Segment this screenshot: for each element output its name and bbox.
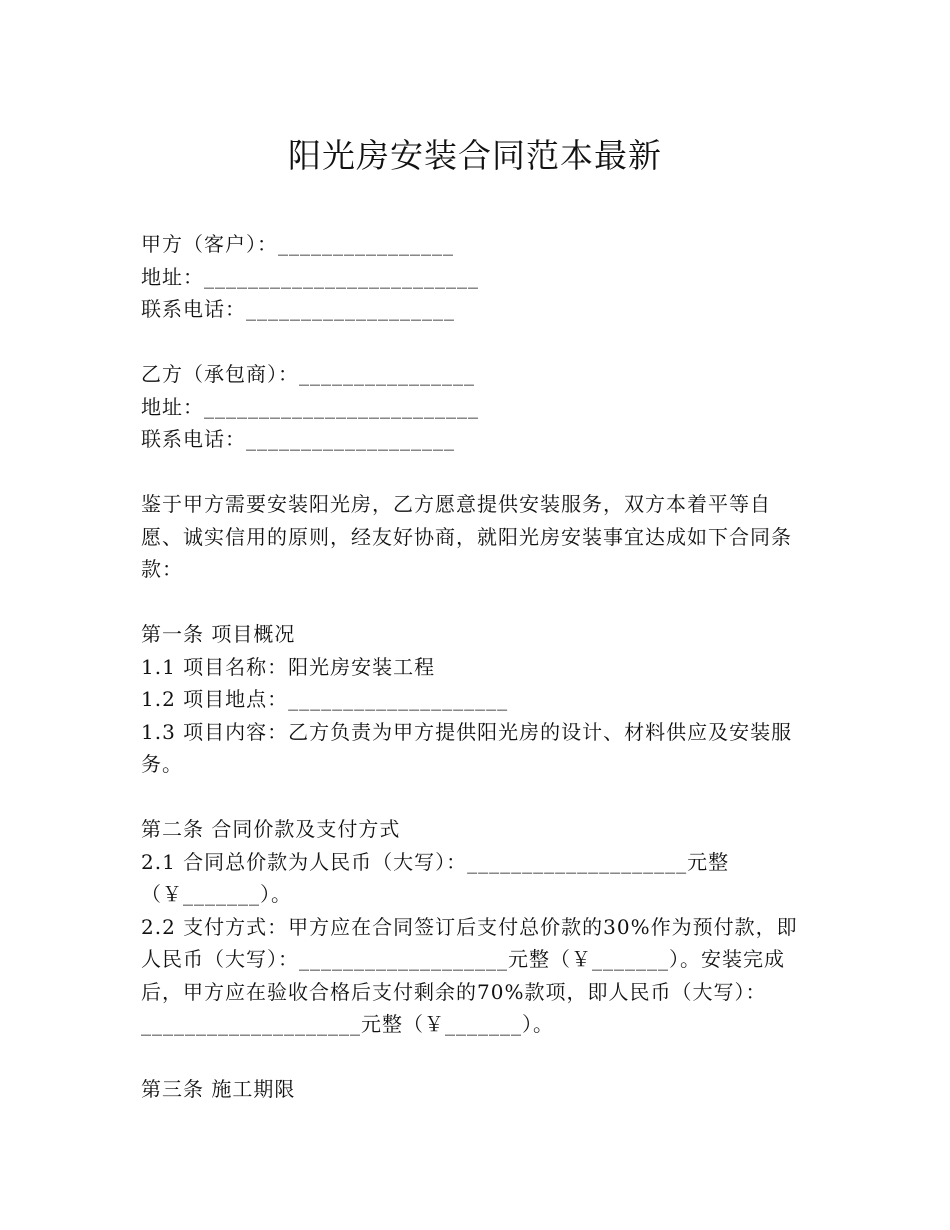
article-1-item-2: 1.2 项目地点：____________________ — [141, 687, 509, 711]
article-2-heading: 第二条 合同价款及支付方式 — [141, 817, 401, 841]
article-2-item-2: 2.2 支付方式：甲方应在合同签订后支付总价款的30%作为预付款，即人民币（大写）：___________________元整（￥_______）。安装完成后，甲方应在验收合格后支付剩余的70%款项，即人民币（大写）：____________________元整（￥_______）。 — [141, 914, 798, 1036]
document-title: 阳光房安装合同范本最新 — [288, 136, 662, 175]
party-b-address: 地址：_________________________ — [141, 394, 479, 419]
spacer — [141, 456, 811, 489]
spacer — [141, 781, 811, 814]
spacer — [141, 586, 811, 619]
party-a-phone: 联系电话：___________________ — [141, 297, 455, 321]
article-2-item-1: 2.1 合同总价款为人民币（大写）：____________________元整（￥_______）。 — [141, 849, 730, 906]
article-1-heading: 第一条 项目概况 — [141, 622, 296, 646]
article-1-item-1: 1.1 项目名称：阳光房安装工程 — [141, 654, 436, 679]
preamble-paragraph: 鉴于甲方需要安装阳光房，乙方愿意提供安装服务，双方本着平等自愿、诚实信用的原则，经友好协商，就阳光房安装事宜达成如下合同条款： — [141, 492, 792, 581]
party-a-address: 地址：_________________________ — [141, 264, 479, 289]
spacer — [141, 1041, 811, 1074]
article-3-heading: 第三条 施工期限 — [141, 1077, 296, 1101]
spacer — [141, 326, 811, 359]
contract-body — [141, 228, 811, 1106]
party-a-name: 甲方（客户）：________________ — [141, 232, 454, 256]
article-1-item-3: 1.3 项目内容：乙方负责为甲方提供阳光房的设计、材料供应及安装服务。 — [141, 719, 793, 776]
party-b-phone: 联系电话：___________________ — [141, 427, 455, 451]
party-b-name: 乙方（承包商）：________________ — [141, 362, 475, 386]
